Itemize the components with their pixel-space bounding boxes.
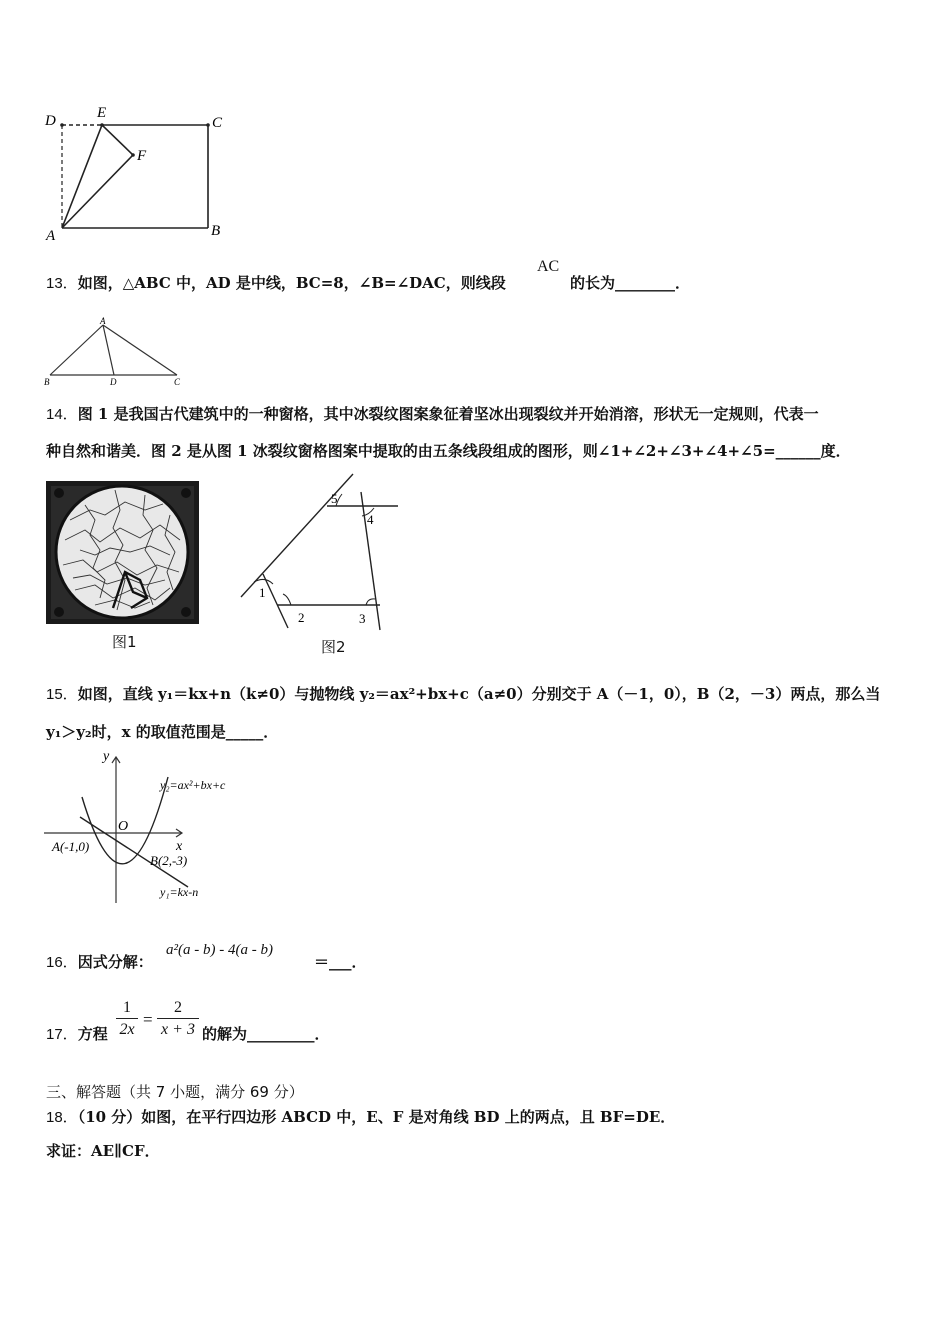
question-text: 如图，△ABC 中，AD 是中线，BC=8，∠B=∠DAC，则线段 — [77, 274, 506, 292]
fraction-left-denominator: 2x — [119, 1021, 135, 1038]
question-text: （10 分）如图，在平行四边形 ABCD 中，E、F 是对角线 BD 上的两点，且 BF=DE． — [77, 1108, 676, 1126]
label-A: A — [46, 228, 56, 244]
rectangle-figure — [40, 100, 240, 245]
question-13 — [46, 273, 506, 294]
question-number: 15． — [46, 686, 78, 703]
line-label: y₁=kx-n — [160, 885, 199, 899]
fraction-right-numerator: 2 — [174, 999, 182, 1016]
tri-label-C: C — [174, 377, 181, 387]
point-a-label: A(-1,0) — [52, 839, 90, 854]
x-axis-label: x — [176, 839, 183, 854]
factor-expression: a²(a - b) - 4(a - b) — [166, 942, 273, 958]
fraction-right-denominator: x + 3 — [161, 1021, 195, 1038]
tri-label-B: B — [44, 377, 50, 387]
section-3-title: 三、解答题（共 7 小题，满分 69 分） — [46, 1083, 304, 1101]
origin-label: O — [118, 819, 129, 834]
question-16-tail: ＝___． — [314, 953, 367, 971]
label-C: C — [212, 115, 223, 131]
point-b-label: B(2,-3) — [150, 853, 188, 868]
question-14-line1 — [46, 404, 819, 425]
angle-4: 4 — [367, 512, 374, 527]
question-16 — [46, 952, 153, 973]
ice-crack-window-figure — [45, 480, 200, 625]
question-18 — [46, 1107, 675, 1128]
figure-1-caption: 图1 — [112, 633, 137, 651]
question-number: 13． — [46, 275, 78, 292]
angle-1: 1 — [259, 585, 266, 600]
five-segments-figure — [235, 470, 405, 635]
label-E: E — [97, 105, 107, 121]
label-F: F — [137, 148, 147, 164]
question-text: 因式分解： — [77, 953, 153, 971]
equals-sign: = — [143, 1010, 153, 1029]
question-text: 图 1 是我国古代建筑中的一种窗格，其中冰裂纹图案象征着坚冰出现裂纹并开始消溶，形状无一定规则，代表一 — [77, 405, 819, 423]
question-text: 如图，直线 y₁＝kx+n（k≠0）与抛物线 y₂＝ax²+bx+c（a≠0）分别交于 A（－1，0），B（2，－3）两点，那么当 — [77, 685, 881, 703]
triangle-figure — [40, 315, 190, 390]
question-17-tail: 的解为_________． — [202, 1025, 330, 1043]
function-graph — [40, 745, 280, 910]
question-18-prove: 求证：AE∥CF． — [46, 1142, 160, 1160]
angle-2: 2 — [298, 610, 305, 625]
parabola-label: y₂=ax²+bx+c — [160, 778, 226, 792]
question-17 — [46, 1024, 108, 1045]
question-13-tail: 的长为________． — [570, 274, 691, 292]
tri-label-D: D — [110, 377, 117, 387]
fraction-left-numerator: 1 — [123, 999, 131, 1016]
question-15-line2: y₁＞y₂时，x 的取值范围是_____． — [46, 723, 279, 741]
fraction-left — [116, 998, 138, 1041]
tri-label-A: A — [100, 316, 106, 326]
y-axis-label: y — [103, 749, 110, 764]
label-D: D — [45, 113, 56, 129]
question-number: 14． — [46, 406, 78, 423]
question-number: 17． — [46, 1026, 78, 1043]
figure-2-caption: 图2 — [321, 638, 346, 656]
angle-3: 3 — [359, 611, 366, 626]
question-number: 16． — [46, 954, 78, 971]
question-number: 18． — [46, 1109, 78, 1126]
question-15-line1 — [46, 684, 880, 705]
math-ac: AC — [537, 258, 560, 275]
angle-5: 5 — [331, 491, 338, 506]
question-text: 方程 — [77, 1025, 108, 1043]
fraction-right — [157, 998, 199, 1041]
label-B: B — [211, 223, 221, 239]
question-14-line2: 种自然和谐美．图 2 是从图 1 冰裂纹窗格图案中提取的由五条线段组成的图形，则∠1+∠2+∠3+∠4+∠5=______度． — [46, 442, 851, 460]
